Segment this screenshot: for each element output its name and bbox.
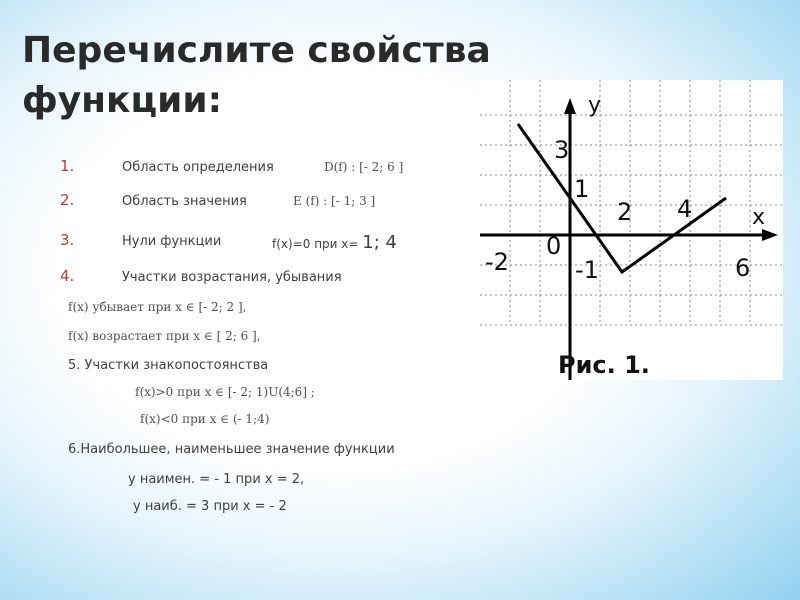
tick-label-3: 3 xyxy=(554,136,570,164)
item-2-number: 2. xyxy=(60,191,75,209)
item-1-number: 1. xyxy=(60,157,75,175)
origin-label: 0 xyxy=(546,232,562,260)
item-1-value: D(f) : [- 2; 6 ] xyxy=(324,160,404,174)
figure-caption: Рис. 1. xyxy=(558,351,650,379)
item-3-label: Нули функции xyxy=(122,234,222,249)
negative-line: f(x)<0 при x ∈ (- 1;4) xyxy=(140,412,270,426)
tick-label-1: 1 xyxy=(574,175,590,203)
positive-line: f(x)>0 при x ∈ [- 2; 1)U(4;6] ; xyxy=(135,385,315,399)
function-graph-figure xyxy=(480,80,783,380)
tick-label-4: 4 xyxy=(677,195,693,223)
x-axis-label: x xyxy=(752,205,766,230)
decreasing-line: f(x) убывает при x ∈ [- 2; 2 ], xyxy=(68,300,247,314)
item-4-number: 4. xyxy=(60,267,75,285)
max-value-line: y наиб. = 3 при x = - 2 xyxy=(133,499,287,514)
item-4-label: Участки возрастания, убывания xyxy=(122,270,342,285)
tick-label-6: 6 xyxy=(735,254,751,282)
item-3-value-prefix: f(x)=0 при x= xyxy=(272,237,359,251)
y-axis-label: y xyxy=(588,93,602,118)
y-axis-arrow-icon xyxy=(564,98,576,114)
item-2-value: E (f) : [- 1; 3 ] xyxy=(293,194,376,208)
title-line-2: функции: xyxy=(22,80,223,121)
item-3-number: 3. xyxy=(60,231,75,249)
x-axis-arrow-icon xyxy=(762,229,778,241)
item-5-label: 5. Участки знакопостоянства xyxy=(68,358,269,373)
title-line-1: Перечислите свойства xyxy=(22,30,491,71)
tick-label-2: 2 xyxy=(617,198,633,226)
slide-title xyxy=(22,26,491,126)
item-3-value-roots: 1; 4 xyxy=(362,232,397,253)
item-6-label: 6.Наибольшее, наименьшее значение функции xyxy=(68,442,395,457)
item-1-label: Область определения xyxy=(122,160,274,175)
tick-label-minus-1: -1 xyxy=(575,256,599,284)
item-3-value xyxy=(272,232,397,253)
min-value-line: y наимен. = - 1 при x = 2, xyxy=(128,472,305,487)
item-2-label: Область значения xyxy=(122,194,247,209)
tick-label-minus-2: -2 xyxy=(485,248,509,276)
increasing-line: f(x) возрастает при x ∈ [ 2; 6 ], xyxy=(68,329,261,343)
function-graph xyxy=(480,80,783,380)
